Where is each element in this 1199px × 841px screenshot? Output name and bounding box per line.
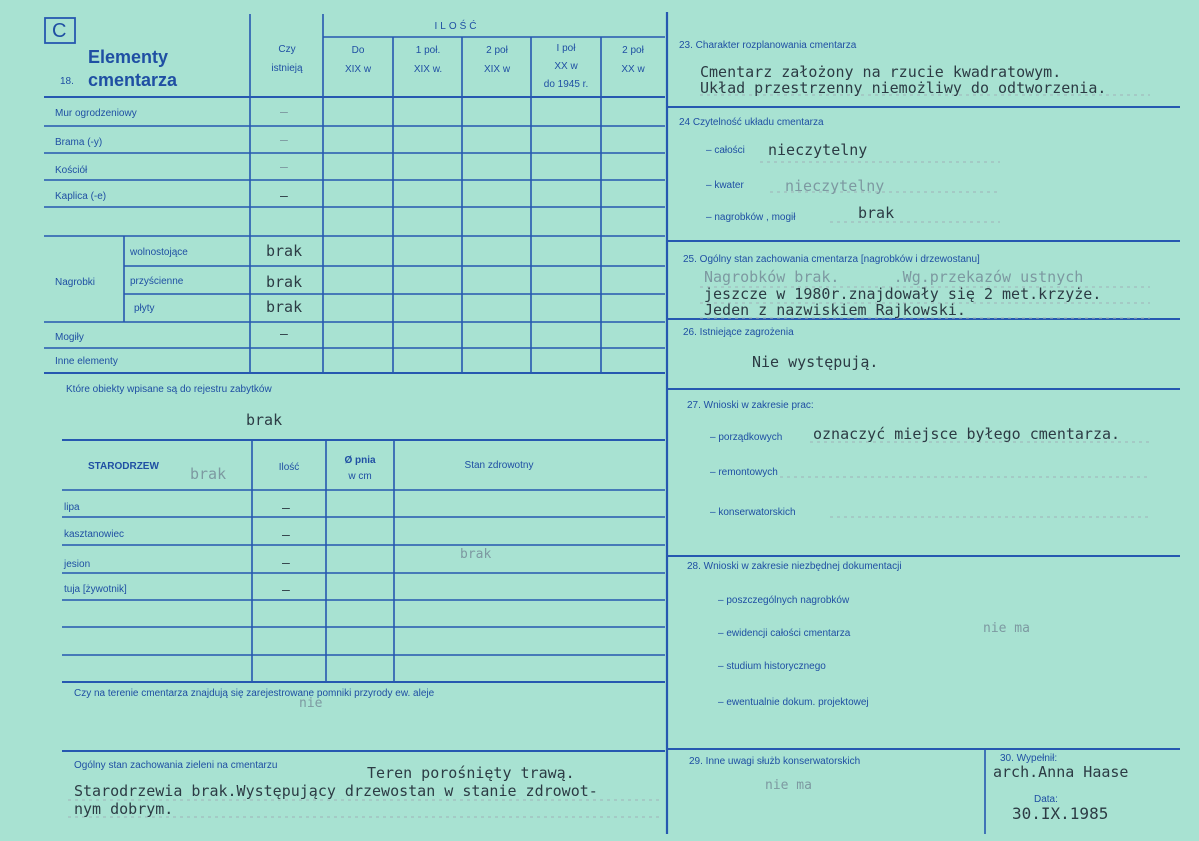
tree-stan-value: brak — [460, 547, 492, 562]
s27-porzadkowych-value: oznaczyć miejsce byłego cmentarza. — [813, 425, 1121, 443]
row-wolnostojace: wolnostojące — [130, 247, 188, 258]
s25-line3: Jeden z nazwiskiem Rajkowski. — [704, 301, 966, 319]
col-2pol20-line2: XX w — [621, 64, 645, 75]
starodrzew-header-value: brak — [190, 465, 227, 483]
s26-label: 26. Istniejące zagrożenia — [683, 327, 794, 338]
section-18-number: 18. — [60, 76, 74, 87]
s27-konserwatorskich-label: – konserwatorskich — [710, 507, 796, 518]
s25-line1: Nagrobków brak. .Wg.przekazów ustnych — [704, 268, 1084, 286]
tree-dash-lipa: – — [282, 501, 290, 516]
col-1pol20-line3: do 1945 r. — [543, 79, 589, 90]
s24-nagrobkow-value: brak — [858, 204, 895, 222]
zielen-line3: nym dobrym. — [74, 800, 174, 818]
row-kaplica: Kaplica (-e) — [55, 191, 107, 202]
s23-label: 23. Charakter rozplanowania cmentarza — [679, 40, 857, 51]
s28-label: 28. Wnioski w zakresie niezbędnej dokumentacji — [687, 561, 902, 572]
s27-label: 27. Wnioski w zakresie prac: — [687, 400, 814, 411]
row-plyty: płyty — [134, 303, 155, 314]
col-czy-line2: istnieją — [271, 63, 303, 74]
s30-label: 30. Wypełnił: — [1000, 753, 1058, 764]
col-ilosc: Ilość — [278, 462, 300, 473]
value-przyscienne: brak — [266, 273, 303, 291]
s23-line2: Układ przestrzenny niemożliwy do odtworzenia. — [700, 79, 1107, 97]
col-1pol19-line2: XIX w. — [413, 64, 443, 75]
pomniki-value: nie — [299, 696, 323, 711]
row-kosciol: Kościół — [55, 165, 88, 176]
col-1pol20-line2: XX w — [554, 61, 578, 72]
s27-porzadkowych-label: – porządkowych — [710, 432, 783, 443]
tree-row-lipa: lipa — [64, 502, 80, 513]
tree-row-jesion: jesion — [64, 559, 91, 570]
col-2pol20-line1: 2 poł — [622, 45, 644, 56]
s26-value: Nie występują. — [752, 353, 879, 371]
col-czy-line1: Czy — [278, 44, 296, 55]
zielen-label: Ogólny stan zachowania zieleni na cmentarzu — [74, 760, 278, 771]
section-18-title-line1: Elementy — [88, 47, 169, 67]
row-mur: Mur ogrodzeniowy — [55, 108, 137, 119]
pomniki-label: Czy na terenie cmentarza znajdują się zarejestrowane pomniki przyrody ew. aleje — [74, 688, 435, 699]
s24-calosci-value: nieczytelny — [768, 141, 868, 159]
tree-dash-jesion: – — [282, 556, 290, 571]
tree-row-kasztanowiec: kasztanowiec — [64, 529, 125, 540]
s28-value: nie ma — [983, 621, 1030, 636]
s23-line1: Cmentarz założony na rzucie kwadratowym. — [700, 63, 1062, 81]
col-do-line2: XIX w — [344, 64, 372, 75]
col-do-line1: Do — [351, 45, 365, 56]
col-stan: Stan zdrowotny — [464, 460, 534, 471]
tree-dash-kasztanowiec: – — [282, 528, 290, 543]
row-nagrobki: Nagrobki — [55, 277, 96, 288]
value-mur: – — [280, 105, 288, 120]
row-brama: Brama (-y) — [55, 137, 103, 148]
row-przyscienne: przyścienne — [130, 276, 184, 287]
col-pnia-line2: w cm — [348, 471, 372, 482]
s30-date-value: 30.IX.1985 — [1012, 804, 1109, 823]
rejestr-value: brak — [246, 411, 283, 429]
row-inne: Inne elementy — [55, 356, 118, 367]
value-brama: – — [280, 133, 288, 148]
col-1pol20-line1: I poł — [556, 43, 576, 54]
s27-remontowych-label: – remontowych — [710, 467, 778, 478]
starodrzew-header: STARODRZEW — [88, 461, 159, 472]
col-2pol19-line2: XIX w — [483, 64, 511, 75]
col-pnia-line1: Ø pnia — [344, 455, 376, 466]
row-mogily: Mogiły — [55, 332, 84, 343]
s24-kwater-label: – kwater — [706, 180, 744, 191]
s30-value: arch.Anna Haase — [993, 763, 1129, 781]
corner-letter: C — [52, 20, 67, 42]
s24-kwater-value: nieczytelny — [785, 177, 885, 195]
value-kosciol: – — [280, 160, 288, 175]
s28-item3: – studium historycznego — [718, 661, 826, 672]
tree-row-tuja: tuja [żywotnik] — [64, 584, 127, 595]
value-mogily: – — [280, 327, 288, 342]
s25-label: 25. Ogólny stan zachowania cmentarza [nagrobków i drzewostanu] — [683, 254, 980, 265]
s29-value: nie ma — [765, 778, 812, 793]
zielen-line2: Starodrzewia brak.Występujący drzewostan w stanie zdrowot- — [74, 782, 598, 800]
section-18-title-line2: cmentarza — [88, 70, 178, 90]
col-1pol19-line1: 1 poł. — [415, 45, 441, 56]
value-plyty: brak — [266, 298, 303, 316]
s28-item2: – ewidencji całości cmentarza — [718, 628, 851, 639]
s24-label: 24 Czytelność układu cmentarza — [679, 117, 824, 128]
s24-nagrobkow-label: – nagrobków , mogił — [706, 212, 796, 223]
tree-dash-tuja: – — [282, 583, 290, 598]
s28-item4: – ewentualnie dokum. projektowej — [718, 697, 869, 708]
ilosc-heading: ILOŚĆ — [434, 21, 480, 32]
rejestr-label: Które obiekty wpisane są do rejestru zabytków — [66, 384, 272, 395]
s24-calosci-label: – całości — [706, 145, 745, 156]
s29-label: 29. Inne uwagi służb konserwatorskich — [689, 756, 861, 767]
s28-item1: – poszczególnych nagrobków — [718, 595, 850, 606]
col-2pol19-line1: 2 poł — [486, 45, 508, 56]
value-kaplica: – — [280, 189, 288, 204]
zielen-line1: Teren porośnięty trawą. — [367, 764, 575, 782]
s30-date-label: Data: — [1034, 794, 1058, 805]
value-wolnostojace: brak — [266, 242, 303, 260]
s25-line2: jeszcze w 1980r.znajdowały się 2 met.krzyże. — [704, 285, 1102, 303]
